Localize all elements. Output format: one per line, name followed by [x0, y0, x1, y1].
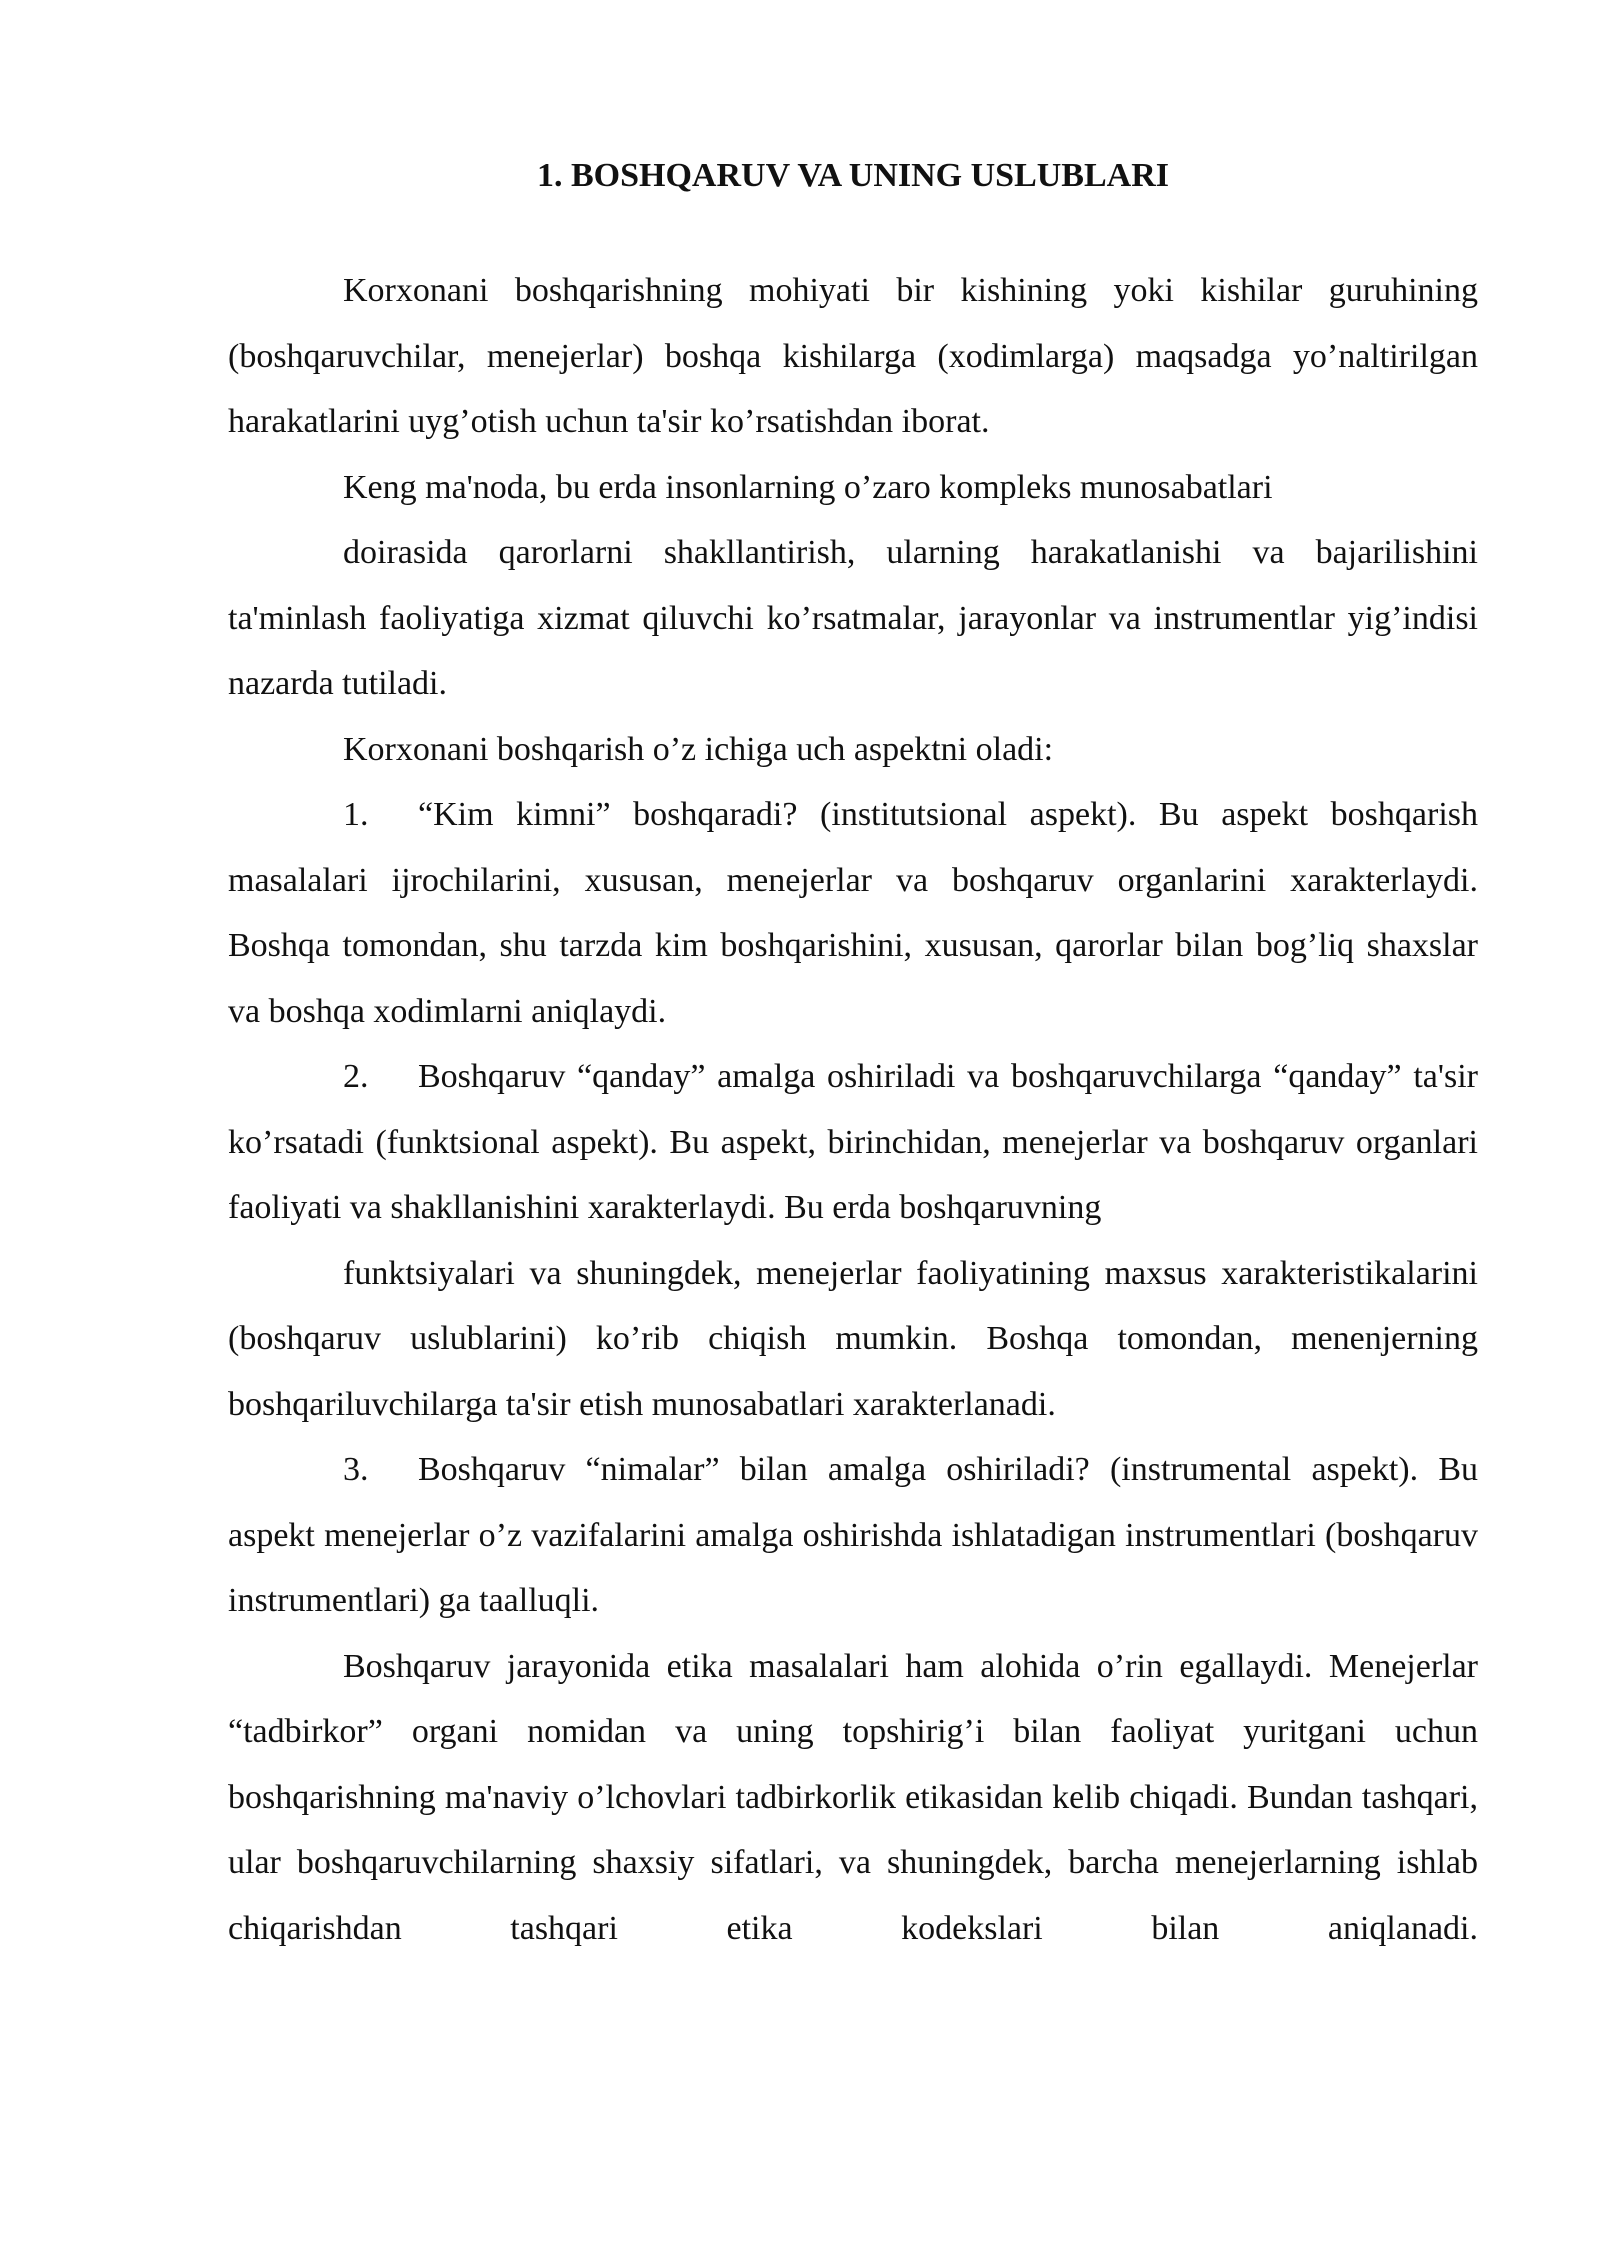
- list-item-functional: [228, 1044, 1478, 1241]
- list-item-number: 2.: [343, 1058, 369, 1095]
- list-item-instrumental: [228, 1437, 1478, 1634]
- paragraph-broad-sense-continued: doirasida qarorlarni shakllantirish, ularning harakatlanishi va bajarilishini ta'minlash faoliyatiga xizmat qiluvchi ko’rsatmalar, jarayonlar va instrumentlar yig’indisi nazarda tutiladi.: [228, 534, 1478, 702]
- paragraph-essence: Korxonani boshqarishning mohiyati bir kishining yoki kishilar guruhining (boshqaruvchilar, menejerlar) boshqa kishilarga (xodimlarga) maqsadga yo’naltirilgan harakatlarini uyg’otish uchun ta'sir ko’rsatishdan iborat.: [228, 272, 1478, 440]
- list-item-text: Boshqaruv “nimalar” bilan amalga oshiriladi? (instrumental aspekt). Bu aspekt menejerlar o’z vazifalarini amalga oshirishda ishlatadigan instrumentlari (boshqaruv instrumentlari) ga taalluqli.: [228, 1451, 1478, 1619]
- list-item-number: 1.: [343, 796, 369, 833]
- paragraph-ethics: Boshqaruv jarayonida etika masalalari ham alohida o’rin egallaydi. Menejerlar “tadbirkor” organi nomidan va uning topshirig’i bilan faoliyat yuritgani uchun boshqarishning ma'naviy o’lchovlari tadbirkorlik etikasidan kelib chiqadi. Bundan tashqari, ular boshqaruvchilarning shaxsiy sifatlari, va shuningdek, barcha menejerlarning ishlab chiqarishdan tashqari etika kodekslari bilan aniqlanadi.: [228, 1647, 1478, 1947]
- paragraph-three-aspects: Korxonani boshqarish o’z ichiga uch aspektni oladi:: [343, 730, 1054, 768]
- list-item-text: “Kim kimni” boshqaradi? (institutsional aspekt). Bu aspekt boshqarish masalalari ijrochilarini, xususan, menejerlar va boshqaruv organlarini xarakterlaydi. Boshqa tomondan, shu tarzda kim boshqarishini, xususan, qarorlar bilan bog’liq shaxslar va boshqa xodimlarni aniqlaydi.: [228, 796, 1478, 1030]
- page-title: 1. BOSHQARUV VA UNING USLUBLARI: [537, 157, 1169, 194]
- list-item-number: 3.: [343, 1451, 369, 1488]
- list-item-institutional: [228, 782, 1478, 1044]
- paragraph-functions: funktsiyalari va shuningdek, menejerlar faoliyatining maxsus xarakteristikalarini (boshqaruv uslublarini) ko’rib chiqish mumkin. Boshqa tomondan, menenjerning boshqariluvchilarga ta'sir etish munosabatlari xarakterlanadi.: [228, 1254, 1478, 1423]
- list-item-text: Boshqaruv “qanday” amalga oshiriladi va boshqaruvchilarga “qanday” ta'sir ko’rsatadi (funktsional aspekt). Bu aspekt, birinchidan, menejerlar va boshqaruv organlari faoliyati va shakllanishini xarakterlaydi. Bu erda boshqaruvning: [228, 1058, 1478, 1226]
- paragraph-broad-sense: Keng ma'noda, bu erda insonlarning o’zaro kompleks munosabatlari: [343, 468, 1273, 506]
- document-page: [228, 150, 1478, 1961]
